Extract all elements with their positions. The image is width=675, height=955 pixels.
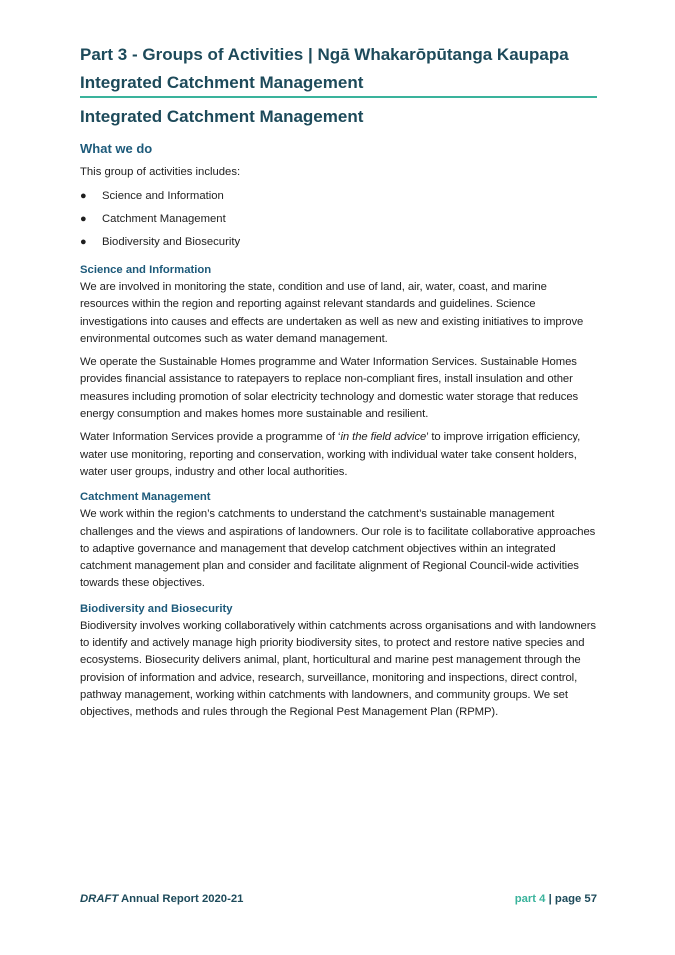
biodiversity-paragraph: Biodiversity involves working collaboratively within catchments across organisations and with landowners to identify and actively manage high priority biodiversity sites, to protect and restore native species and ecosystems. Biosecurity delivers animal, plant, horticultural and marine pest management through the provision of information and advice, research, surveillance, monitoring and inspections, direct control, pathway management, working within catchments with landowners, and community groups. We set objectives, methods and rules through the Regional Pest Management Plan (RPMP). bbox=[80, 619, 596, 719]
list-item bbox=[80, 208, 597, 231]
biodiversity-heading: Biodiversity and Biosecurity bbox=[80, 602, 233, 615]
science-paragraph-3-emphasis: in the field advice bbox=[340, 431, 427, 444]
what-we-do-heading: What we do bbox=[80, 141, 153, 156]
section-title: Integrated Catchment Management bbox=[80, 107, 364, 126]
footer-page-ref bbox=[515, 893, 597, 905]
section-content bbox=[80, 140, 597, 728]
science-paragraph-2: We operate the Sustainable Homes programme and Water Information Services. Sustainable Homes provides financial assistance to ratepayers to replace non-compliant fires, install insulation and other measures including promotion of solar electricity technology and domestic water storage that reduces energy consumption and makes homes more sustainable and resilient. bbox=[80, 356, 579, 421]
science-paragraph-1: We are involved in monitoring the state, condition and use of land, air, water, coast, and marine resources within the region and reporting against relevant standards and guidelines. Science investigations into causes and effects are undertaken as well as new and existing initiatives to improve environmental outcomes such as water demand management. bbox=[80, 281, 584, 345]
list-item-label: Science and Information bbox=[102, 190, 224, 202]
what-we-do-intro: This group of activities includes: bbox=[80, 166, 241, 178]
footer-page-number: page 57 bbox=[554, 893, 597, 905]
footer-separator: | bbox=[545, 893, 555, 905]
activities-list bbox=[80, 185, 597, 254]
bullet-icon: ● bbox=[80, 213, 87, 225]
header-divider bbox=[80, 96, 597, 98]
science-paragraph-3-tail: ’ to improve irrigation efficiency, water use monitoring, reporting and conservation, working with individual water take consent holders, water user groups, industry and other local authorities. bbox=[80, 431, 581, 478]
bullet-icon: ● bbox=[80, 236, 87, 248]
science-paragraph-3 bbox=[80, 429, 597, 481]
list-item bbox=[80, 231, 597, 254]
footer-report-name: Annual Report 2020-21 bbox=[118, 893, 244, 905]
list-item bbox=[80, 185, 597, 208]
footer-draft-label: DRAFT bbox=[80, 893, 119, 905]
catchment-heading: Catchment Management bbox=[80, 491, 211, 504]
part-subtitle: Integrated Catchment Management bbox=[80, 73, 364, 92]
footer-report-title bbox=[80, 893, 243, 905]
catchment-paragraph: We work within the region’s catchments to understand the catchment’s sustainable management challenges and the views and aspirations of landowners. Our role is to facilitate collaborative approaches to adaptive governance and management that develop catchment objectives within an integrated catchment management plan and consider and facilitate alignment of Regional Council-wide activities towards these objectives. bbox=[80, 508, 596, 590]
bullet-icon: ● bbox=[80, 190, 87, 202]
list-item-label: Biodiversity and Biosecurity bbox=[102, 236, 241, 248]
science-paragraph-3-lead: Water Information Services provide a programme of ‘ bbox=[80, 431, 341, 444]
science-heading: Science and Information bbox=[80, 264, 212, 276]
part-title: Part 3 - Groups of Activities | Ngā Whakarōpūtanga Kaupapa bbox=[80, 45, 569, 64]
list-item-label: Catchment Management bbox=[102, 213, 226, 225]
footer-part-label: part 4 bbox=[514, 893, 546, 905]
